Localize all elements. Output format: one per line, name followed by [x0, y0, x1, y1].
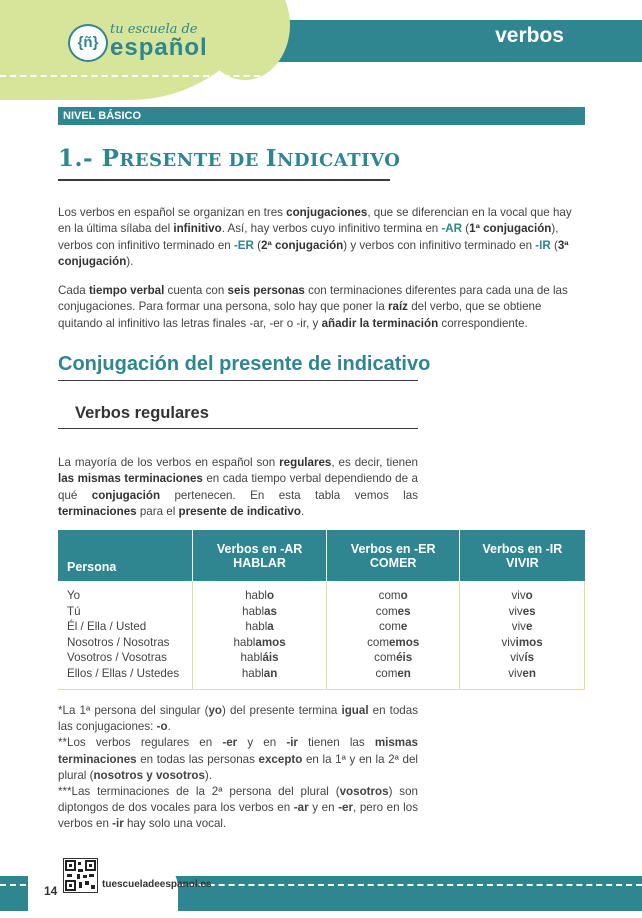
persons-paragraph: Cada tiempo verbal cuenta con seis personas con terminaciones diferentes para cada una de las conjugaciones. Para formar una persona, solo hay que poner la raíz del verbo, que se obtiene quitando al infinitivo las letras finales -ar, -er o -ir, y añadir la terminación correspondiente.: [58, 284, 568, 330]
ir-form-cell: vivimos: [501, 635, 543, 649]
persona-column: [58, 581, 193, 689]
logo-badge-icon: {ñ}: [68, 24, 108, 62]
notes: [58, 703, 418, 833]
er-form-cell: comen: [375, 666, 411, 680]
header-ir: Verbos en -IR VIVIR: [460, 530, 585, 581]
er-form-cell: comes: [375, 604, 411, 618]
conjugation-table: [58, 530, 585, 690]
title-rest-2: NDICATIVO: [276, 150, 401, 171]
ir-form-cell: vivís: [510, 651, 535, 665]
persona-cell: Nosotros / Nosotras: [67, 635, 170, 649]
er-form-cell: comemos: [367, 635, 420, 649]
qr-code-icon[interactable]: [63, 858, 98, 893]
ar-form-cell: hablas: [242, 604, 277, 618]
header-er: Verbos en -ER COMER: [327, 530, 460, 581]
logo-tagline: tu escuela de: [110, 22, 198, 37]
persona-cell: Tú: [67, 604, 81, 618]
ar-form-cell: hablan: [241, 666, 278, 680]
ir-column: [460, 581, 585, 689]
logo[interactable]: [68, 24, 218, 66]
title-number: 1.-: [58, 145, 102, 172]
er-form-cell: como: [378, 589, 408, 602]
level-label: NIVEL BÁSICO: [58, 107, 585, 125]
ar-form-cell: habla: [245, 620, 274, 634]
ar-column: [193, 581, 327, 689]
logo-wordmark: español: [110, 34, 208, 61]
note-2: **Los verbos regulares en -er y en -ir tienen las mismas terminaciones en todas las personas excepto en la 1ª y en la 2ª del plural (nosotros y vosotros).: [58, 736, 418, 782]
page-title: [58, 145, 400, 172]
ar-form-cell: hablamos: [233, 635, 286, 649]
persona-cell: Él / Ella / Usted: [67, 620, 147, 634]
ir-form-cell: vive: [511, 620, 533, 634]
title-underline: [58, 179, 390, 181]
title-rest-1: RESENTE DE: [119, 150, 266, 171]
ar-form-cell: hablo: [245, 589, 275, 602]
er-column: [327, 581, 460, 689]
er-form-cell: come: [379, 620, 408, 634]
persona-cell: Yo: [67, 589, 81, 602]
persona-cell: Ellos / Ellas / Ustedes: [67, 666, 180, 680]
website-link[interactable]: tuescueladeespanol.es: [102, 879, 212, 890]
ir-form-cell: viven: [508, 666, 536, 680]
regular-verbs-paragraph: La mayoría de los verbos en español son regulares, es decir, tienen las mismas terminaciones en cada tiempo verbal dependiendo de a qué conjugación pertenecen. En esta tabla vemos las terminaciones para el presente de indicativo.: [58, 456, 418, 519]
subsection-heading: Verbos regulares: [75, 404, 209, 422]
ir-form-cell: vivo: [511, 589, 533, 602]
page-number: 14: [44, 884, 58, 898]
subsection-heading-underline: [58, 428, 418, 429]
er-form-cell: coméis: [374, 651, 413, 665]
section-title: verbos: [495, 24, 564, 47]
note-1: *La 1ª persona del singular (yo) del presente termina igual en todas las conjugaciones: -o.: [58, 704, 418, 734]
ar-form-cell: habláis: [240, 651, 279, 665]
section-heading-underline: [58, 380, 418, 381]
section-heading: Conjugación del presente de indicativo: [58, 353, 431, 375]
ir-form-cell: vives: [508, 604, 536, 618]
note-3: ***Las terminaciones de la 2ª persona del plural (vosotros) son diptongos de dos vocales para los verbos en -ar y en -er, pero en los verbos en -ir hay solo una vocal.: [58, 785, 418, 831]
header-ar: Verbos en -AR HABLAR: [193, 530, 327, 581]
table-header-row: [58, 530, 585, 581]
persona-cell: Vosotros / Vosotras: [67, 651, 167, 665]
title-initial-2: I: [265, 145, 277, 172]
intro-paragraph: Los verbos en español se organizan en tres conjugaciones, que se diferencian en la vocal que hay en la última sílaba del infinitivo. Así, hay verbos cuyo infinitivo termina en -AR (1ª conjugación), verbos con infinitivo terminado en -ER (2ª conjugación) y verbos con infinitivo terminado en -IR (3ª conjugación).: [58, 206, 572, 269]
title-initial-1: P: [101, 145, 120, 172]
header-dashed-line: [0, 75, 270, 77]
table-body-row: [58, 581, 585, 689]
header-persona: Persona: [58, 530, 193, 581]
